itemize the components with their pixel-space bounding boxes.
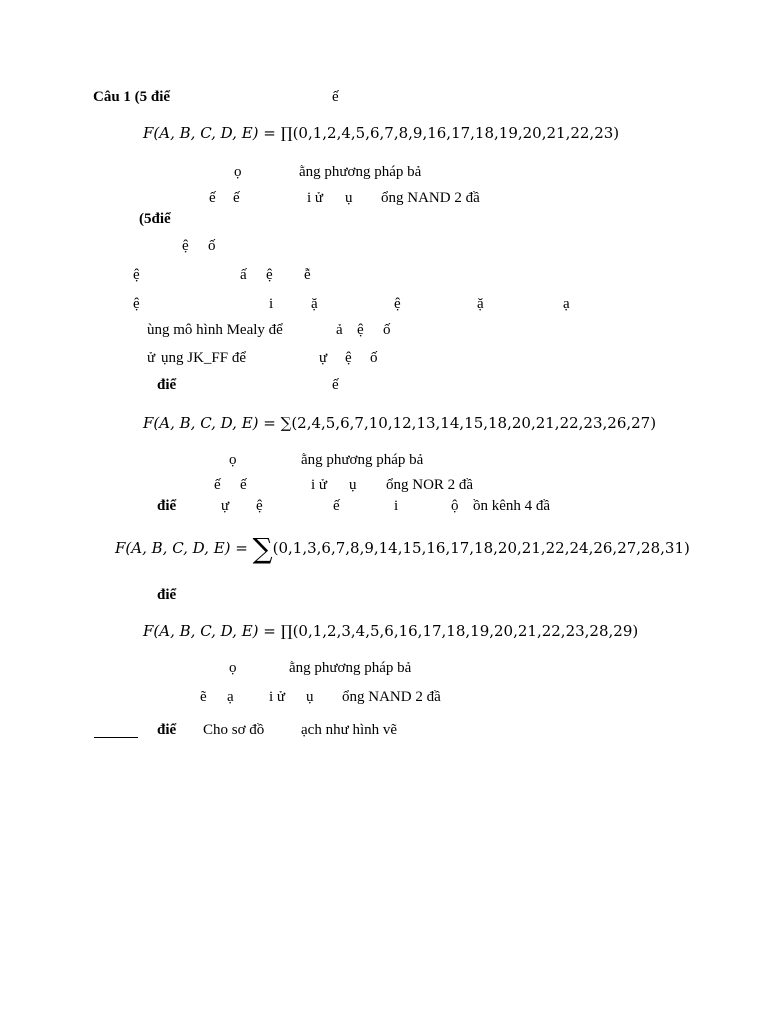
points-label: điể — [157, 722, 177, 738]
equation-terms: (2,4,5,6,7,10,12,13,14,15,18,20,21,22,23,26,27) — [291, 414, 657, 432]
text-fragment: ễ — [304, 267, 311, 283]
text-fragment: ệ — [345, 350, 352, 366]
text-fragment: ế — [332, 89, 339, 105]
equation-1 — [143, 123, 619, 143]
equation-terms: (0,1,3,6,7,8,9,14,15,16,17,18,20,21,22,24,26,27,28,31) — [272, 539, 690, 557]
text-fragment: ùng mô hình Mealy để — [147, 322, 283, 338]
equation-2 — [143, 413, 656, 433]
text-fragment: ổng NAND 2 đầ — [342, 689, 441, 705]
text-fragment: ặ — [311, 296, 318, 312]
text-fragment: ụng JK_FF để — [161, 350, 247, 366]
text-fragment: ộ — [451, 498, 459, 514]
equation-lhs: F(A, B, C, D, E) = — [143, 414, 281, 432]
text-fragment: i ử — [307, 190, 324, 206]
text-fragment: ệ — [266, 267, 273, 283]
text-fragment: ệ — [394, 296, 401, 312]
text-fragment: ọ — [229, 660, 237, 676]
points-label: điể — [157, 587, 177, 603]
equation-lhs: F(A, B, C, D, E) = — [115, 539, 253, 557]
equation-lhs: F(A, B, C, D, E) = — [143, 622, 281, 640]
text-fragment: ấ — [240, 267, 247, 283]
text-fragment: ự — [319, 350, 328, 366]
text-fragment: ệ — [357, 322, 364, 338]
text-fragment: i ử — [311, 477, 328, 493]
question-1-label: Câu 1 (5 điể — [93, 89, 171, 105]
text-fragment: ế — [233, 190, 240, 206]
text-fragment: ế — [332, 377, 339, 393]
text-fragment: ụ — [349, 477, 357, 493]
text-fragment: ằng phương pháp bả — [289, 660, 412, 676]
text-fragment: ử — [147, 350, 156, 366]
text-fragment: Cho sơ đồ — [203, 722, 265, 738]
text-fragment: ồn kênh 4 đầ — [473, 498, 551, 514]
equation-4 — [143, 621, 638, 641]
text-fragment: ặ — [477, 296, 484, 312]
text-fragment: ế — [214, 477, 221, 493]
text-fragment: ạ — [227, 689, 234, 705]
equation-terms: (0,1,2,3,4,5,6,16,17,18,19,20,21,22,23,28,29) — [292, 622, 639, 640]
product-operator: ∏ — [280, 124, 293, 142]
text-fragment: ế — [240, 477, 247, 493]
text-fragment: ụ — [345, 190, 353, 206]
text-fragment: ố — [208, 238, 216, 254]
text-fragment: ế — [333, 498, 340, 514]
text-fragment: ố — [383, 322, 391, 338]
text-fragment: ọ — [234, 164, 242, 180]
text-fragment: ổng NOR 2 đầ — [386, 477, 474, 493]
text-fragment: ằng phương pháp bả — [299, 164, 422, 180]
text-fragment: i — [269, 296, 274, 312]
points-label: điể — [157, 377, 177, 393]
text-fragment: ệ — [133, 267, 140, 283]
text-fragment: ọ — [229, 452, 237, 468]
points-label: điể — [157, 498, 177, 514]
text-fragment: ổng NAND 2 đầ — [381, 190, 480, 206]
product-operator: ∏ — [280, 622, 293, 640]
text-fragment: i — [394, 498, 399, 514]
text-fragment: ạch như hình vẽ — [301, 722, 398, 738]
text-fragment: ẽ — [200, 689, 207, 705]
equation-lhs: F(A, B, C, D, E) = — [143, 124, 281, 142]
text-fragment: ố — [370, 350, 378, 366]
text-fragment: ệ — [182, 238, 189, 254]
text-fragment: ệ — [256, 498, 263, 514]
text-fragment: ế — [209, 190, 216, 206]
points-label: (5điể — [139, 211, 171, 227]
text-fragment: ằng phương pháp bả — [301, 452, 424, 468]
text-fragment: ạ — [563, 296, 570, 312]
sum-operator: ∑ — [280, 414, 292, 432]
text-fragment: ự — [221, 498, 230, 514]
text-fragment: ụ — [306, 689, 314, 705]
underline-blank — [94, 737, 138, 738]
text-fragment: ệ — [133, 296, 140, 312]
equation-3 — [115, 532, 690, 565]
equation-terms: (0,1,2,4,5,6,7,8,9,16,17,18,19,20,21,22,23) — [292, 124, 620, 142]
text-fragment: ả — [336, 322, 343, 338]
sum-operator: ∑ — [252, 532, 273, 565]
text-fragment: i ử — [269, 689, 286, 705]
